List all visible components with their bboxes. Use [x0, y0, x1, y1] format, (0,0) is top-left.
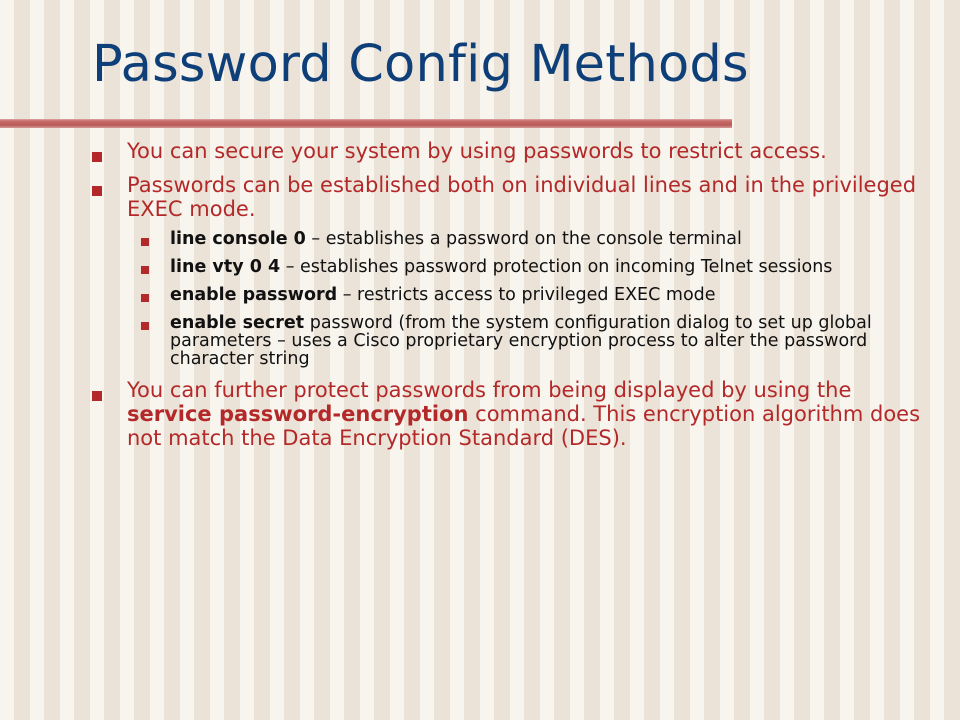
- command-text: line vty 0 4: [170, 257, 281, 277]
- bullet-list: [92, 139, 942, 460]
- bullet-text-post: command. This encryption algorithm does not match the Data Encryption Standard (DES).: [127, 402, 921, 450]
- sub-bullet-line-vty: [141, 258, 942, 276]
- bullet-text: Passwords can be established both on individual lines and in the privileged EXEC mode.: [127, 173, 917, 221]
- title-divider: [0, 119, 732, 128]
- command-text: enable secret: [170, 313, 305, 333]
- command-text: line console 0: [170, 229, 306, 249]
- square-bullet-icon: [92, 186, 102, 196]
- sub-bullet-list: [141, 230, 942, 368]
- command-text: service password-encryption: [127, 402, 469, 426]
- sub-bullet-text: – establishes password protection on incoming Telnet sessions: [280, 257, 833, 277]
- slide-title: Password Config Methods: [92, 35, 749, 94]
- square-bullet-icon: [92, 152, 102, 162]
- sub-bullet-text: – establishes a password on the console terminal: [305, 229, 742, 249]
- square-bullet-icon: [92, 391, 102, 401]
- square-bullet-icon: [141, 322, 149, 330]
- square-bullet-icon: [141, 294, 149, 302]
- sub-bullet-text: – restricts access to privileged EXEC mode: [337, 285, 716, 305]
- sub-bullet-enable-secret: [141, 314, 942, 368]
- bullet-item-secure-system: [92, 139, 942, 163]
- bullet-text-pre: You can further protect passwords from being displayed by using the: [127, 378, 852, 402]
- bullet-text: You can secure your system by using passwords to restrict access.: [127, 139, 827, 163]
- square-bullet-icon: [141, 238, 149, 246]
- bullet-item-password-locations: [92, 173, 942, 368]
- sub-bullet-text: password (from the system configuration dialog to set up global parameters – uses a Cisco proprietary encryption process to alter the password character string: [170, 313, 872, 369]
- sub-bullet-line-console: [141, 230, 942, 248]
- command-text: enable password: [170, 285, 338, 305]
- sub-bullet-enable-password: [141, 286, 942, 304]
- bullet-item-service-encryption: [92, 378, 942, 450]
- square-bullet-icon: [141, 266, 149, 274]
